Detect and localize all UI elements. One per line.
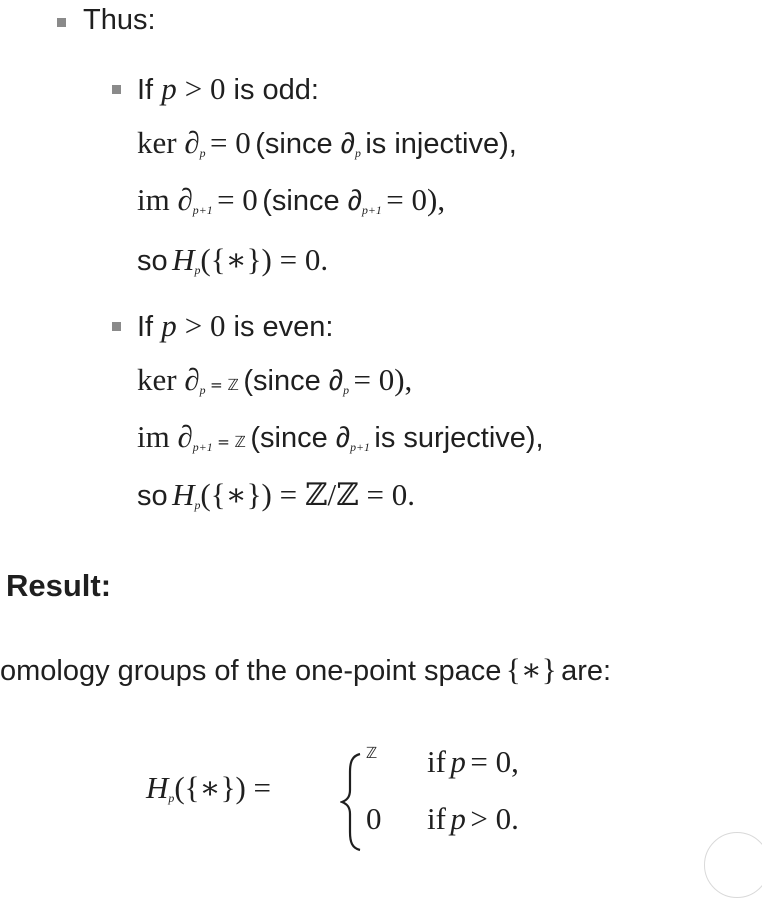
case-row-zero-condition: if p = 0, xyxy=(427,744,519,779)
even-case-bullet xyxy=(112,322,121,331)
case-row-positive: 0 xyxy=(366,801,382,836)
scroll-to-bottom-circle[interactable] xyxy=(704,832,762,898)
odd-case-kernel-line: ker $\partial_p = 0$ (since $\partial_p$ is injective), xyxy=(137,125,517,160)
odd-case-image-line: im $\partial_{p+1} = 0$ (since $\partial_{p+1} = 0$), xyxy=(137,182,446,217)
thus-label: Thus: xyxy=(83,4,156,36)
left-brace xyxy=(340,752,364,852)
thus-bullet xyxy=(57,18,66,27)
even-case-image-line: im $\partial_{p+1}$ = ℤ (since $\partial_{p+1}$ is surjective), xyxy=(137,419,544,454)
result-sentence: omology groups of the one-point space {∗} are: xyxy=(0,652,612,687)
even-case-intro: If p > 0 is even: xyxy=(137,308,334,343)
odd-case-intro: If p > 0 is odd: xyxy=(137,71,319,106)
odd-case-homology-line: so $H_p(\{∗\}) = 0$. xyxy=(137,242,329,277)
odd-case-bullet xyxy=(112,85,121,94)
even-case-kernel-line: ker $\partial_p$ = ℤ (since $\partial_p = 0$), xyxy=(137,362,413,397)
result-heading: Result: xyxy=(6,568,112,603)
formula-lhs: $H_p(\{∗\})$ = xyxy=(146,770,272,805)
case-row-positive-condition: if p > 0. xyxy=(427,801,519,836)
case-row-zero: ℤ xyxy=(366,744,378,762)
even-case-homology-line: so $H_p(\{∗\})$ = ℤ/ℤ = 0. xyxy=(137,477,415,512)
